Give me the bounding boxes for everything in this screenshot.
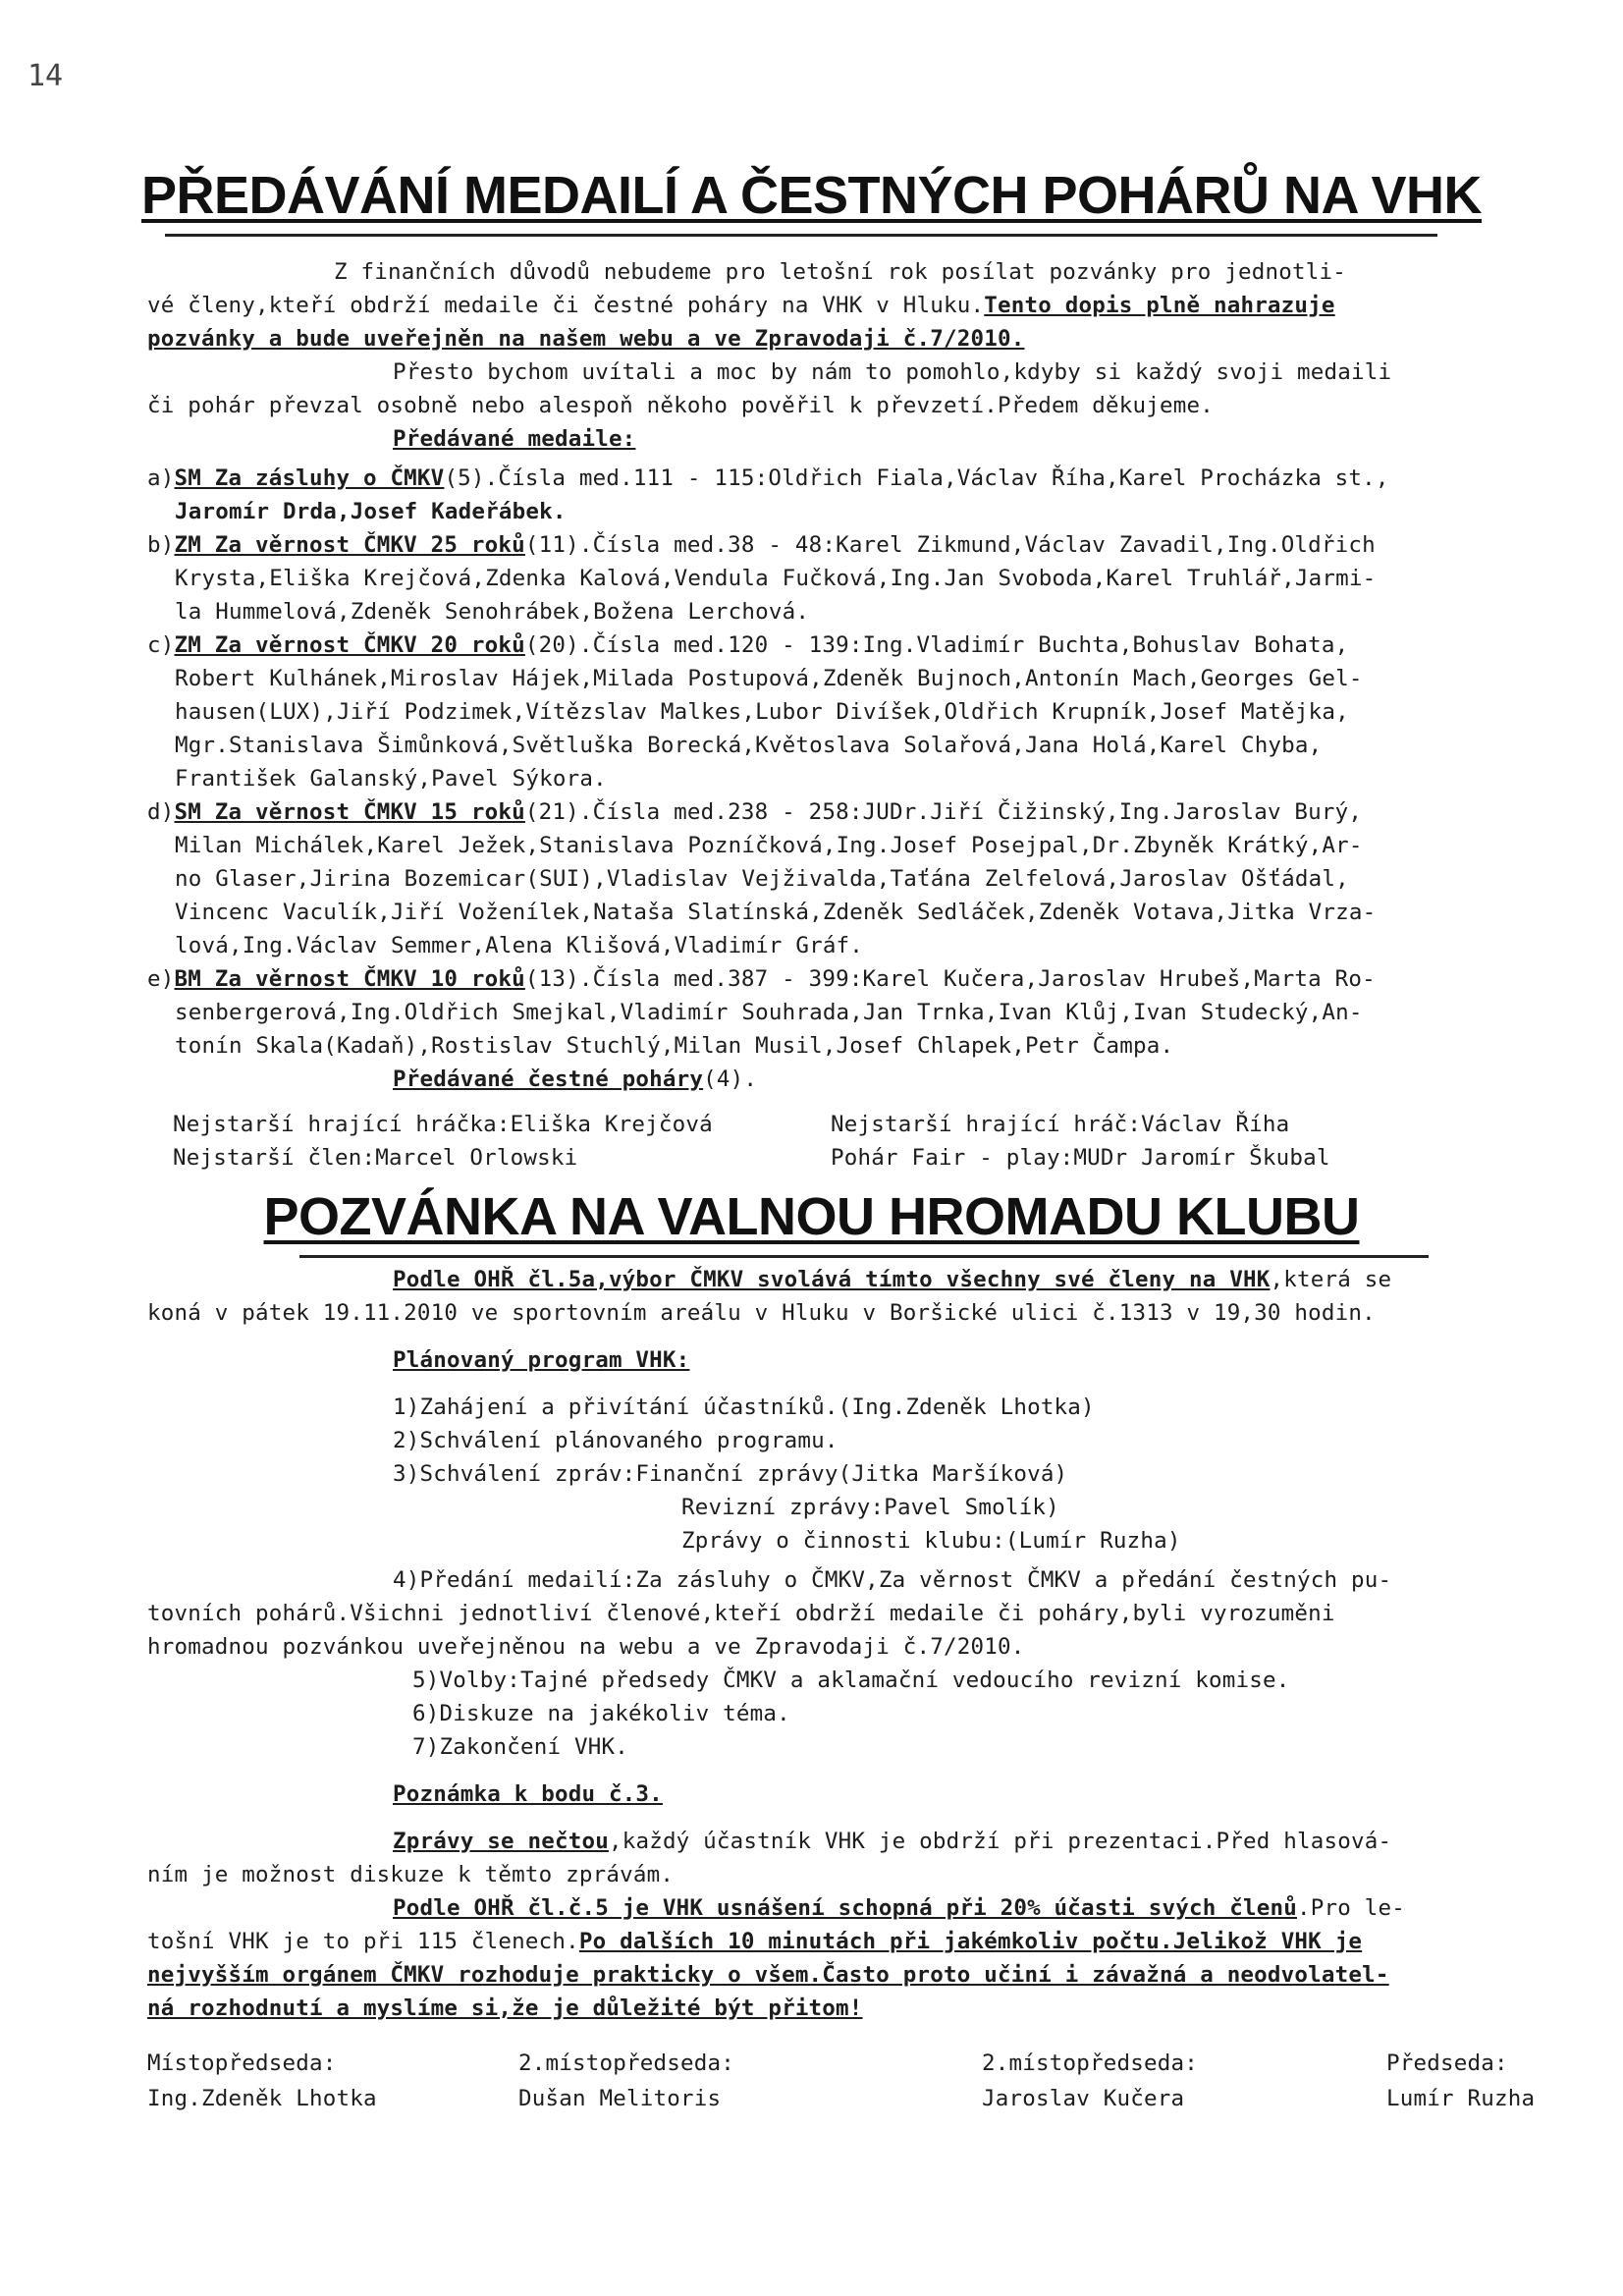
- signature-name: Ing.Zdeněk Lhotka: [147, 2086, 377, 2111]
- program-item: 3)Schválení zpráv:Finanční zprávy(Jitka Maršíková): [393, 1461, 1068, 1487]
- program-item: tovních pohárů.Všichni jednotliví členové,kteří obdrží medaile či poháry,byli vyrozuměni: [147, 1601, 1335, 1626]
- medal-a-line: a)SM Za zásluhy o ČMKV(5).Čísla med.111 - 115:Oldřich Fiala,Václav Říha,Karel Procházka st.,: [147, 465, 1389, 491]
- medal-e-line: tonín Skala(Kadaň),Rostislav Stuchlý,Milan Musil,Josef Chlapek,Petr Čampa.: [175, 1033, 1174, 1059]
- program-item: 4)Předání medailí:Za zásluhy o ČMKV,Za věrnost ČMKV a předání čestných pu-: [393, 1567, 1392, 1593]
- invitation-line: Podle OHŘ čl.5a,výbor ČMKV svolává tímto všechny své členy na VHK,která se: [393, 1267, 1392, 1292]
- note-heading: Poznámka k bodu č.3.: [393, 1781, 663, 1807]
- program-item: 1)Zahájení a přivítání účastníků.(Ing.Zdeněk Lhotka): [393, 1394, 1095, 1420]
- medal-c-line: Robert Kulhánek,Miroslav Hájek,Milada Postupová,Zdeněk Bujnoch,Antonín Mach,Georges Gel-: [175, 666, 1363, 691]
- signature-role: 2.místopředseda:: [518, 2050, 734, 2076]
- medal-d-line: lová,Ing.Václav Semmer,Alena Klišová,Vladimír Gráf.: [175, 933, 864, 958]
- program-item: 5)Volby:Tajné předsedy ČMKV a aklamační vedoucího revizní komise.: [412, 1667, 1290, 1693]
- program-item: Zprávy o činnosti klubu:(Lumír Ruzha): [681, 1528, 1181, 1554]
- medal-d-line: Milan Michálek,Karel Ježek,Stanislava Pozníčková,Ing.Josef Posejpal,Dr.Zbyněk Krátký,Ar-: [175, 833, 1363, 858]
- intro-line: Přesto bychom uvítali a moc by nám to pomohlo,kdyby si každý svoji medaili: [393, 359, 1392, 385]
- medal-c-line: František Galanský,Pavel Sýkora.: [175, 766, 607, 792]
- program-heading: Plánovaný program VHK:: [393, 1347, 690, 1373]
- cup-item: Nejstarší hrající hráčka:Eliška Krejčová: [173, 1112, 713, 1137]
- medal-d-line: Vincenc Vaculík,Jiří Voženílek,Nataša Slatínská,Zdeněk Sedláček,Zdeněk Votava,Jitka Vrza-: [175, 900, 1377, 925]
- intro-line: pozvánky a bude uveřejněn na našem webu a ve Zpravodaji č.7/2010.: [147, 326, 1025, 352]
- note-line: ná rozhodnutí a myslíme si,že je důležité být přitom!: [147, 1995, 863, 2021]
- program-item: 6)Diskuze na jakékoliv téma.: [412, 1701, 790, 1726]
- medal-e-line: senbergerová,Ing.Oldřich Smejkal,Vladimír Souhrada,Jan Trnka,Ivan Klůj,Ivan Studecký,An-: [175, 1000, 1363, 1025]
- medal-b-line: la Hummelová,Zdeněk Senohrábek,Božena Lerchová.: [175, 599, 810, 625]
- section-title-medals: PŘEDÁVÁNÍ MEDAILÍ A ČESTNÝCH POHÁRŮ NA VHK: [140, 166, 1483, 225]
- intro-line: či pohár převzal osobně nebo alespoň někoho pověřil k převzetí.Předem děkujeme.: [147, 393, 1214, 418]
- medal-c-line: hausen(LUX),Jiří Podzimek,Vítězslav Malkes,Lubor Divíšek,Oldřich Krupník,Josef Matějka,: [175, 699, 1349, 725]
- intro-line: Z finančních důvodů nebudeme pro letošní rok posílat pozvánky pro jednotli-: [334, 259, 1346, 285]
- note-line: Zprávy se nečtou,každý účastník VHK je obdrží při prezentaci.Před hlasová-: [393, 1829, 1392, 1854]
- medals-heading: Předávané medaile:: [393, 426, 636, 452]
- signature-role: Místopředseda:: [147, 2050, 337, 2076]
- signature-role: 2.místopředseda:: [982, 2050, 1198, 2076]
- cup-item: Nejstarší hrající hráč:Václav Říha: [831, 1112, 1290, 1137]
- title-underline: [165, 234, 1437, 237]
- signature-name: Jaroslav Kučera: [982, 2086, 1185, 2111]
- medal-d-line: d)SM Za věrnost ČMKV 15 roků(21).Čísla med.238 - 258:JUDr.Jiří Čižinský,Ing.Jaroslav Burý,: [147, 799, 1363, 825]
- program-item: Revizní zprávy:Pavel Smolík): [681, 1495, 1059, 1520]
- cup-item: Pohár Fair - play:MUDr Jaromír Škubal: [831, 1145, 1330, 1171]
- note-line: Podle OHŘ čl.č.5 je VHK usnášení schopná při 20% účasti svých členů.Pro le-: [393, 1895, 1405, 1921]
- section-title-invitation: POZVÁNKA NA VALNOU HROMADU KLUBU: [263, 1187, 1360, 1246]
- cups-heading: Předávané čestné poháry(4).: [393, 1066, 758, 1092]
- signature-name: Dušan Melitoris: [518, 2086, 722, 2111]
- program-item: 7)Zakončení VHK.: [412, 1734, 628, 1760]
- signature-role: Předseda:: [1386, 2050, 1508, 2076]
- invitation-line: koná v pátek 19.11.2010 ve sportovním areálu v Hluku v Boršické ulici č.1313 v 19,30 hodin.: [147, 1300, 1376, 1326]
- intro-line: vé členy,kteří obdrží medaile či čestné poháry na VHK v Hluku.Tento dopis plně nahrazuje: [147, 293, 1335, 318]
- medal-d-line: no Glaser,Jirina Bozemicar(SUI),Vladislav Vejživalda,Taťána Zelfelová,Jaroslav Ošťádal,: [175, 866, 1349, 892]
- medal-b-line: b)ZM Za věrnost ČMKV 25 roků(11).Čísla med.38 - 48:Karel Zikmund,Václav Zavadil,Ing.Oldřich: [147, 532, 1376, 558]
- program-item: hromadnou pozvánkou uveřejněnou na webu a ve Zpravodaji č.7/2010.: [147, 1634, 1025, 1660]
- signature-name: Lumír Ruzha: [1386, 2086, 1536, 2111]
- cup-item: Nejstarší člen:Marcel Orlowski: [173, 1145, 578, 1171]
- page-number: 14: [27, 59, 64, 93]
- medal-c-line: Mgr.Stanislava Šimůnková,Světluška Borecká,Květoslava Solařová,Jana Holá,Karel Chyba,: [175, 733, 1323, 758]
- medal-a-line: Jaromír Drda,Josef Kadeřábek.: [175, 499, 567, 524]
- note-line: nejvyšším orgánem ČMKV rozhoduje prakticky o všem.Často proto učiní i závažná a neodvolatel-: [147, 1962, 1389, 1988]
- medal-e-line: e)BM Za věrnost ČMKV 10 roků(13).Čísla med.387 - 399:Karel Kučera,Jaroslav Hrubeš,Marta Ro-: [147, 966, 1376, 992]
- title-underline: [299, 1255, 1429, 1258]
- note-line: tošní VHK je to při 115 členech.Po dalších 10 minutách při jakémkoliv počtu.Jelikož VHK je: [147, 1929, 1363, 1954]
- medal-b-line: Krysta,Eliška Krejčová,Zdenka Kalová,Vendula Fučková,Ing.Jan Svoboda,Karel Truhlář,Jarmi-: [175, 566, 1377, 591]
- medal-c-line: c)ZM Za věrnost ČMKV 20 roků(20).Čísla med.120 - 139:Ing.Vladimír Buchta,Bohuslav Bohata,: [147, 632, 1349, 658]
- program-item: 2)Schválení plánovaného programu.: [393, 1428, 839, 1453]
- note-line: ním je možnost diskuze k těmto zprávám.: [147, 1862, 675, 1887]
